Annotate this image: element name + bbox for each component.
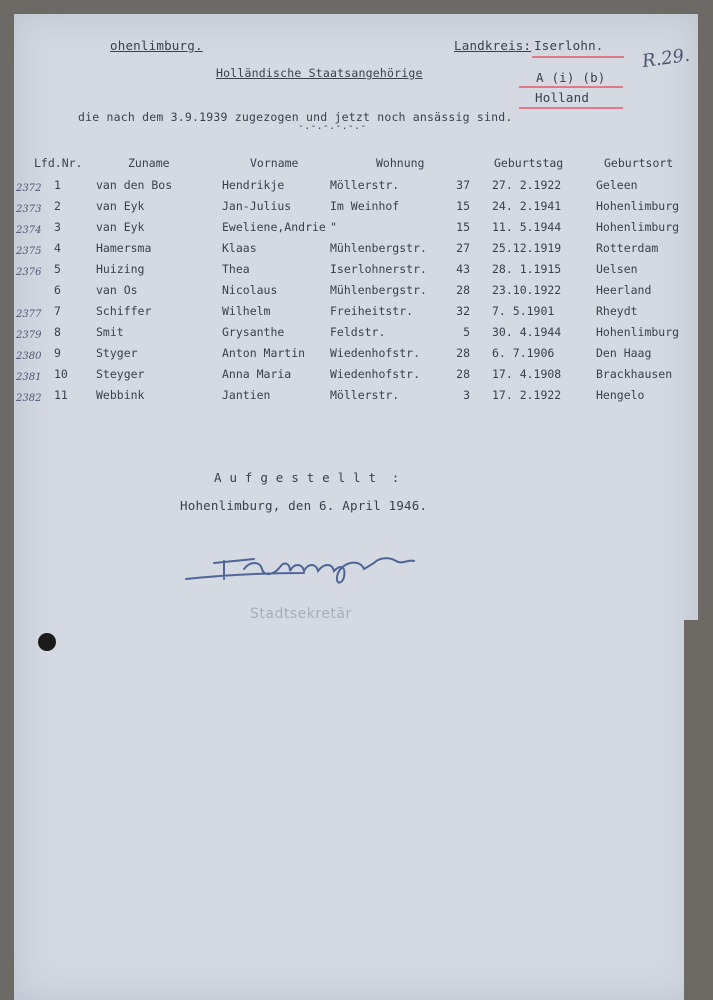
row-hausnummer: 43: [456, 262, 470, 276]
row-strasse: ": [330, 220, 337, 234]
row-geburtstag: 24. 2.1941: [492, 199, 562, 213]
table-row: [14, 325, 698, 345]
row-hausnummer: 5: [463, 325, 470, 339]
district-label: Landkreis:: [454, 38, 532, 53]
aufgestellt-label: A u f g e s t e l l t :: [214, 470, 400, 485]
row-number: 4: [54, 241, 61, 255]
table-header: [14, 156, 698, 176]
col-header-wohnung: Wohnung: [376, 156, 425, 170]
row-geburtsort: Brackhausen: [596, 367, 673, 381]
row-geburtsort: Uelsen: [596, 262, 638, 276]
row-vorname: Wilhelm: [222, 304, 271, 318]
row-zuname: Styger: [96, 346, 138, 360]
row-number: 3: [54, 220, 61, 234]
red-underline-district: [532, 56, 624, 58]
row-number: 6: [54, 283, 61, 297]
row-zuname: Huizing: [96, 262, 145, 276]
red-underline-country: [519, 107, 623, 109]
row-geburtsort: Den Haag: [596, 346, 652, 360]
table-row: [14, 388, 698, 408]
row-number: 11: [54, 388, 68, 402]
row-strasse: Wiedenhofstr.: [330, 346, 421, 360]
handwritten-signature: [184, 549, 424, 589]
table-row: [14, 304, 698, 324]
row-hausnummer: 15: [456, 220, 470, 234]
row-geburtsort: Hohenlimburg: [596, 325, 680, 339]
row-zuname: Steyger: [96, 367, 145, 381]
row-geburtsort: Hohenlimburg: [596, 199, 680, 213]
row-number: 2: [54, 199, 61, 213]
row-geburtsort: Hengelo: [596, 388, 645, 402]
row-hausnummer: 28: [456, 346, 470, 360]
faint-stamp: Stadtsekretär: [250, 606, 352, 622]
col-header-geburtstag: Geburtstag: [494, 156, 564, 170]
row-zuname: van Eyk: [96, 199, 145, 213]
table-row: [14, 262, 698, 282]
col-header-nr: Lfd.Nr.: [34, 156, 83, 170]
torn-edge: [684, 620, 700, 1000]
row-hausnummer: 37: [456, 178, 470, 192]
row-geburtsort: Heerland: [596, 283, 652, 297]
row-geburtsort: Geleen: [596, 178, 638, 192]
row-hausnummer: 3: [463, 388, 470, 402]
row-hausnummer: 28: [456, 283, 470, 297]
row-handwritten-number: 2379: [16, 330, 42, 341]
red-underline-class: [519, 86, 623, 88]
row-handwritten-number: 2373: [16, 204, 42, 215]
row-hausnummer: 32: [456, 304, 470, 318]
col-header-geburtsort: Geburtsort: [604, 156, 674, 170]
punch-hole: [38, 633, 56, 651]
row-zuname: Smit: [96, 325, 124, 339]
table-row: [14, 241, 698, 261]
place-date: Hohenlimburg, den 6. April 1946.: [180, 498, 428, 513]
table-row: [14, 178, 698, 198]
row-geburtstag: 6. 7.1906: [492, 346, 555, 360]
corner-note: R.29.: [640, 44, 692, 73]
row-number: 5: [54, 262, 61, 276]
row-vorname: Anton Martin: [222, 346, 306, 360]
row-hausnummer: 28: [456, 367, 470, 381]
row-geburtstag: 28. 1.1915: [492, 262, 562, 276]
row-vorname: Nicolaus: [222, 283, 278, 297]
row-hausnummer: 15: [456, 199, 470, 213]
col-header-zuname: Zuname: [128, 156, 170, 170]
row-geburtstag: 30. 4.1944: [492, 325, 562, 339]
row-vorname: Jantien: [222, 388, 271, 402]
row-handwritten-number: 2382: [16, 393, 42, 404]
row-zuname: Hamersma: [96, 241, 152, 255]
row-geburtsort: Rheydt: [596, 304, 638, 318]
row-number: 1: [54, 178, 61, 192]
row-vorname: Grysanthe: [222, 325, 285, 339]
row-geburtstag: 27. 2.1922: [492, 178, 562, 192]
row-geburtstag: 25.12.1919: [492, 241, 562, 255]
table-row: [14, 199, 698, 219]
row-strasse: Möllerstr.: [330, 388, 400, 402]
row-zuname: Webbink: [96, 388, 145, 402]
classification: A (i) (b): [536, 70, 606, 85]
row-number: 8: [54, 325, 61, 339]
dash-separator: -.-.-.-.-.-: [298, 121, 367, 132]
row-vorname: Hendrikje: [222, 178, 285, 192]
row-handwritten-number: 2381: [16, 372, 42, 383]
row-handwritten-number: 2376: [16, 267, 42, 278]
row-number: 7: [54, 304, 61, 318]
row-vorname: Thea: [222, 262, 250, 276]
row-strasse: Mühlenbergstr.: [330, 283, 427, 297]
row-geburtstag: 7. 5.1901: [492, 304, 555, 318]
row-geburtsort: Rotterdam: [596, 241, 659, 255]
row-vorname: Anna Maria: [222, 367, 292, 381]
row-geburtstag: 17. 4.1908: [492, 367, 562, 381]
row-strasse: Möllerstr.: [330, 178, 400, 192]
row-vorname: Eweliene,Andrie: [222, 220, 326, 234]
row-geburtstag: 17. 2.1922: [492, 388, 562, 402]
table-row: [14, 367, 698, 387]
row-number: 10: [54, 367, 68, 381]
row-vorname: Klaas: [222, 241, 257, 255]
row-handwritten-number: 2375: [16, 246, 42, 257]
country: Holland: [535, 90, 590, 105]
document-title: Holländische Staatsangehörige: [216, 66, 423, 80]
row-zuname: van Os: [96, 283, 138, 297]
row-zuname: van Eyk: [96, 220, 145, 234]
row-strasse: Freiheitstr.: [330, 304, 414, 318]
document-subtitle: die nach dem 3.9.1939 zugezogen und jetzt noch ansässig sind.: [78, 110, 513, 124]
row-zuname: Schiffer: [96, 304, 152, 318]
row-number: 9: [54, 346, 61, 360]
col-header-vorname: Vorname: [250, 156, 299, 170]
table-row: [14, 346, 698, 366]
row-geburtsort: Hohenlimburg: [596, 220, 680, 234]
row-handwritten-number: 2380: [16, 351, 42, 362]
town-name: ohenlimburg.: [110, 38, 203, 53]
row-vorname: Jan-Julius: [222, 199, 292, 213]
row-strasse: Iserlohnerstr.: [330, 262, 427, 276]
row-strasse: Im Weinhof: [330, 199, 400, 213]
row-handwritten-number: 2374: [16, 225, 42, 236]
row-strasse: Mühlenbergstr.: [330, 241, 427, 255]
table-row: [14, 283, 698, 303]
district-value: Iserlohn.: [534, 38, 604, 53]
row-zuname: van den Bos: [96, 178, 173, 192]
row-strasse: Feldstr.: [330, 325, 386, 339]
row-hausnummer: 27: [456, 241, 470, 255]
row-strasse: Wiedenhofstr.: [330, 367, 421, 381]
document-page: [14, 14, 698, 1000]
row-handwritten-number: 2377: [16, 309, 42, 320]
row-handwritten-number: 2372: [16, 183, 42, 194]
row-geburtstag: 11. 5.1944: [492, 220, 562, 234]
table-row: [14, 220, 698, 240]
row-geburtstag: 23.10.1922: [492, 283, 562, 297]
